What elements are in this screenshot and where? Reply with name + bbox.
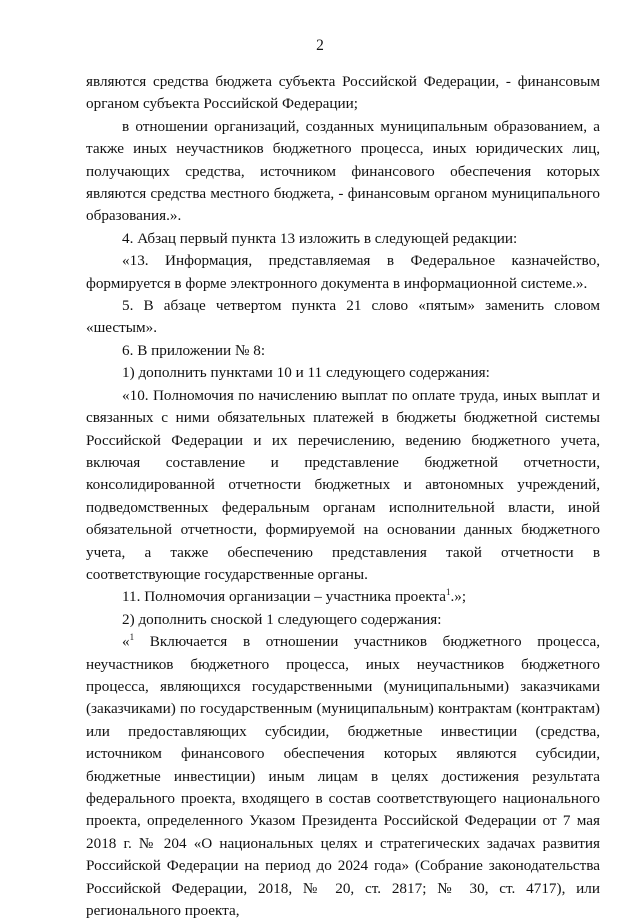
footnote-reference: 1 xyxy=(445,587,451,598)
paragraph-point-13: «13. Информация, представляемая в Федеральное казначейство, формируется в форме электронного документа в информационной системе.». xyxy=(86,252,600,292)
document-body xyxy=(86,71,600,922)
paragraph-point-11 xyxy=(86,586,600,608)
paragraph-municipal-organizations: в отношении организаций, созданных муниципальным образованием, а также иных неучастников бюджетного процесса, иных юридических лиц, получающих средства, источником финансового обеспечения которых являются средства местного бюджета, - финансовым органом муниципального образования.». xyxy=(86,117,600,225)
paragraph-point-10: «10. Полномочия по начислению выплат по оплате труда, иных выплат и связанных с ними обязательных платежей в бюджеты бюджетной системы Российской Федерации и их перечислению, ведению бюджетного учета, включая составление и представление бюджетной отчетности, консолидированной отчетности бюджетных и автономных учреждений, подведомственных федеральным органам исполнительной власти, иной обязательной отчетности, формируемой на основании данных бюджетного учета, а также обеспечению представления такой отчетности в соответствующие государственные органы. xyxy=(86,386,600,583)
point-11-ending: .»; xyxy=(450,588,467,606)
paragraph-subitem-2: 2) дополнить сноской 1 следующего содержания: xyxy=(122,610,442,628)
paragraph-item-6: 6. В приложении № 8: xyxy=(122,341,266,359)
point-11-text: 11. Полномочия организации – участника проекта xyxy=(122,588,446,606)
footnote-open-quote: « xyxy=(122,633,130,651)
footnote-marker: 1 xyxy=(129,632,135,643)
paragraph-footnote-1 xyxy=(86,631,600,922)
paragraph-item-4: 4. Абзац первый пункта 13 изложить в следующей редакции: xyxy=(122,229,518,247)
page-number: 2 xyxy=(316,37,324,54)
paragraph-item-5: 5. В абзаце четвертом пункта 21 слово «пятым» заменить словом «шестым». xyxy=(86,297,600,337)
paragraph-continuation: являются средства бюджета субъекта Российской Федерации, - финансовым органом субъекта Российской Федерации; xyxy=(86,73,600,113)
paragraph-subitem-1: 1) дополнить пунктами 10 и 11 следующего содержания: xyxy=(122,364,490,382)
footnote-text: Включается в отношении участников бюджетного процесса, неучастников бюджетного процесса, иных неучастников бюджетного процесса, являющихся государственными (муниципальными) заказчиками (заказчиками) по государственным (муниципальным) контрактам (контрактам) или предоставляющих субсидии, бюджетные инвестиции (средства, источником финансового обеспечения которых являются субсидии, бюджетные инвестиции) иным лицам в целях достижения результата федерального проекта, входящего в состав соответствующего национального проекта, определенного Указом Президента Российской Федерации от 7 мая 2018 г. № 204 «О национальных целях и стратегических задачах развития Российской Федерации на период до 2024 года» (Собрание законодательства Российской Федерации, 2018, № 20, ст. 2817; № 30, ст. 4717), или регионального проекта, xyxy=(86,633,600,920)
